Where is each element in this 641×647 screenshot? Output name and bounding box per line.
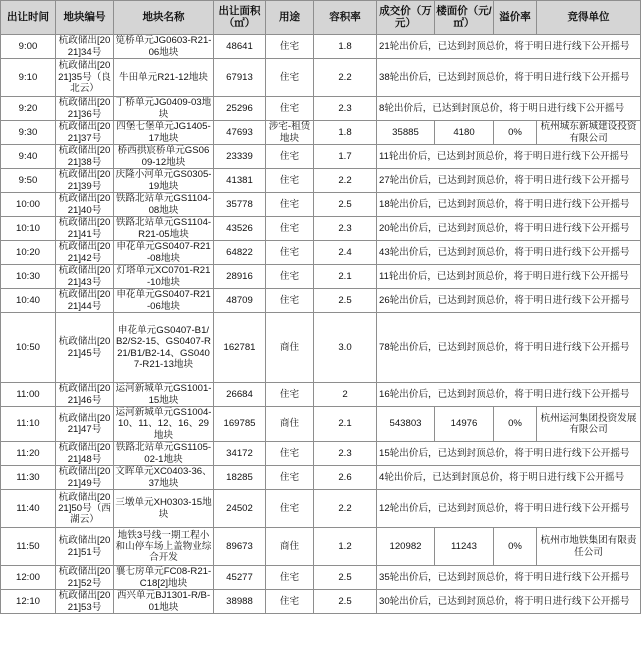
- cell-remark: 38轮出价后，已达到封顶总价，将于明日进行线下公开摇号: [377, 59, 641, 97]
- cell-time: 9:00: [1, 35, 56, 59]
- cell-name: 庆隆小河单元GS0305-19地块: [114, 169, 214, 193]
- cell-remark: 11轮出价后，已达到封顶总价，将于明日进行线下公开摇号: [377, 265, 641, 289]
- header-code: 地块编号: [56, 1, 114, 35]
- cell-code: 杭政储出[2021]51号: [56, 528, 114, 566]
- cell-far: 1.7: [314, 145, 377, 169]
- cell-code: 杭政储出[2021]48号: [56, 442, 114, 466]
- cell-name: 笕桥单元JG0603-R21-06地块: [114, 35, 214, 59]
- cell-remark: 18轮出价后，已达到封顶总价，将于明日进行线下公开摇号: [377, 193, 641, 217]
- cell-far: 2.3: [314, 217, 377, 241]
- cell-remark: 78轮出价后，已达到封顶总价，将于明日进行线下公开摇号: [377, 313, 641, 383]
- cell-remark: 21轮出价后，已达到封顶总价，将于明日进行线下公开摇号: [377, 35, 641, 59]
- cell-time: 9:20: [1, 97, 56, 121]
- header-time: 出让时间: [1, 1, 56, 35]
- cell-time: 11:30: [1, 466, 56, 490]
- cell-area: 26684: [214, 383, 266, 407]
- header-price: 成交价（万元）: [377, 1, 435, 35]
- cell-name: 西兴单元BJ1301-R/B-01地块: [114, 590, 214, 614]
- cell-use: 住宅: [266, 442, 314, 466]
- cell-time: 10:40: [1, 289, 56, 313]
- cell-code: 杭政储出[2021]40号: [56, 193, 114, 217]
- cell-winner: 杭州城东新城建设投资有限公司: [537, 121, 641, 145]
- cell-use: 住宅: [266, 193, 314, 217]
- table-row: [1, 145, 641, 169]
- table-row: [1, 466, 641, 490]
- header-winner: 竞得单位: [537, 1, 641, 35]
- cell-area: 67913: [214, 59, 266, 97]
- cell-far: 2.2: [314, 59, 377, 97]
- cell-use: 商住: [266, 528, 314, 566]
- cell-use: 住宅: [266, 383, 314, 407]
- cell-time: 9:50: [1, 169, 56, 193]
- cell-far: 1.2: [314, 528, 377, 566]
- cell-name: 申花单元GS0407-B1/B2/S2-15、GS0407-R21/B1/B2-14、GS0407-R21-13地块: [114, 313, 214, 383]
- cell-area: 89673: [214, 528, 266, 566]
- cell-name: 申花单元GS0407-R21-08地块: [114, 241, 214, 265]
- cell-time: 9:30: [1, 121, 56, 145]
- cell-use: 住宅: [266, 169, 314, 193]
- header-area: 出让面积（㎡）: [214, 1, 266, 35]
- cell-area: 35778: [214, 193, 266, 217]
- cell-use: 住宅: [266, 490, 314, 528]
- cell-remark: 8轮出价后，已达到封顶总价，将于明日进行线下公开摇号: [377, 97, 641, 121]
- cell-use: 住宅: [266, 241, 314, 265]
- cell-code: 杭政储出[2021]53号: [56, 590, 114, 614]
- cell-name: 铁路北站单元GS1104-R21-05地块: [114, 217, 214, 241]
- cell-far: 2.5: [314, 590, 377, 614]
- cell-use: 住宅: [266, 97, 314, 121]
- cell-name: 地铁3号线一期工程小和山停车场上盖物业综合开发: [114, 528, 214, 566]
- cell-name: 三墩单元XH0303-15地块: [114, 490, 214, 528]
- cell-name: 铁路北站单元GS1104-08地块: [114, 193, 214, 217]
- cell-remark: 35轮出价后，已达到封顶总价，将于明日进行线下公开摇号: [377, 566, 641, 590]
- cell-remark: 20轮出价后，已达到封顶总价，将于明日进行线下公开摇号: [377, 217, 641, 241]
- cell-area: 38988: [214, 590, 266, 614]
- cell-premium: 0%: [494, 121, 537, 145]
- cell-use: 住宅: [266, 35, 314, 59]
- cell-name: 牛田单元R21-12地块: [114, 59, 214, 97]
- cell-use: 住宅: [266, 466, 314, 490]
- cell-far: 2.1: [314, 265, 377, 289]
- cell-use: 商住: [266, 313, 314, 383]
- cell-price: 543803: [377, 407, 435, 442]
- cell-time: 10:50: [1, 313, 56, 383]
- cell-use: 住宅: [266, 265, 314, 289]
- cell-name: 桥西拱宸桥单元GS0609-12地块: [114, 145, 214, 169]
- cell-code: 杭政储出[2021]39号: [56, 169, 114, 193]
- table-row: [1, 97, 641, 121]
- cell-time: 9:40: [1, 145, 56, 169]
- cell-code: 杭政储出[2021]44号: [56, 289, 114, 313]
- cell-code: 杭政储出[2021]47号: [56, 407, 114, 442]
- cell-area: 45277: [214, 566, 266, 590]
- table-row: [1, 566, 641, 590]
- cell-premium: 0%: [494, 528, 537, 566]
- table-row: [1, 442, 641, 466]
- cell-area: 24502: [214, 490, 266, 528]
- cell-name: 丁桥单元JG0409-03地块: [114, 97, 214, 121]
- cell-code: 杭政储出[2021]41号: [56, 217, 114, 241]
- table-row: [1, 383, 641, 407]
- cell-far: 2.3: [314, 442, 377, 466]
- cell-code: 杭政储出[2021]37号: [56, 121, 114, 145]
- cell-use: 住宅: [266, 590, 314, 614]
- cell-name: 襄七房单元FC08-R21-C18[2]地块: [114, 566, 214, 590]
- table-row: [1, 241, 641, 265]
- cell-use: 住宅: [266, 289, 314, 313]
- table-row: [1, 313, 641, 383]
- cell-name: 四堡七堡单元JG1405-17地块: [114, 121, 214, 145]
- cell-code: 杭政储出[2021]38号: [56, 145, 114, 169]
- table-row: [1, 407, 641, 442]
- cell-code: 杭政储出[2021]42号: [56, 241, 114, 265]
- cell-far: 2.5: [314, 566, 377, 590]
- cell-use: 住宅: [266, 59, 314, 97]
- cell-area: 169785: [214, 407, 266, 442]
- cell-use: 住宅: [266, 217, 314, 241]
- cell-area: 18285: [214, 466, 266, 490]
- cell-time: 12:00: [1, 566, 56, 590]
- cell-time: 11:10: [1, 407, 56, 442]
- cell-area: 64822: [214, 241, 266, 265]
- cell-use: 涉宅-租赁地块: [266, 121, 314, 145]
- cell-far: 2.5: [314, 193, 377, 217]
- cell-price: 35885: [377, 121, 435, 145]
- cell-use: 住宅: [266, 566, 314, 590]
- cell-unit-price: 14976: [435, 407, 494, 442]
- cell-remark: 16轮出价后，已达到封顶总价，将于明日进行线下公开摇号: [377, 383, 641, 407]
- cell-time: 9:10: [1, 59, 56, 97]
- cell-area: 23339: [214, 145, 266, 169]
- cell-far: 2: [314, 383, 377, 407]
- cell-winner: 杭州市地铁集团有限责任公司: [537, 528, 641, 566]
- cell-area: 47693: [214, 121, 266, 145]
- cell-area: 48709: [214, 289, 266, 313]
- cell-remark: 12轮出价后，已达到封顶总价，将于明日进行线下公开摇号: [377, 490, 641, 528]
- cell-far: 2.1: [314, 407, 377, 442]
- cell-use: 商住: [266, 407, 314, 442]
- cell-remark: 30轮出价后，已达到封顶总价，将于明日进行线下公开摇号: [377, 590, 641, 614]
- table-body: [1, 35, 641, 614]
- table-row: [1, 193, 641, 217]
- cell-code: 杭政储出[2021]35号（良北云）: [56, 59, 114, 97]
- cell-code: 杭政储出[2021]45号: [56, 313, 114, 383]
- cell-far: 1.8: [314, 121, 377, 145]
- cell-area: 28916: [214, 265, 266, 289]
- cell-far: 2.5: [314, 289, 377, 313]
- table-row: [1, 528, 641, 566]
- cell-name: 申花单元GS0407-R21-06地块: [114, 289, 214, 313]
- cell-code: 杭政储出[2021]34号: [56, 35, 114, 59]
- cell-far: 2.4: [314, 241, 377, 265]
- cell-time: 11:20: [1, 442, 56, 466]
- cell-area: 41381: [214, 169, 266, 193]
- cell-name: 运河新城单元GS1004-10、11、12、16、29地块: [114, 407, 214, 442]
- cell-code: 杭政储出[2021]46号: [56, 383, 114, 407]
- cell-far: 2.2: [314, 490, 377, 528]
- cell-area: 162781: [214, 313, 266, 383]
- cell-remark: 43轮出价后，已达到封顶总价，将于明日进行线下公开摇号: [377, 241, 641, 265]
- header-row: [1, 1, 641, 35]
- cell-area: 25296: [214, 97, 266, 121]
- cell-remark: 27轮出价后，已达到封顶总价，将于明日进行线下公开摇号: [377, 169, 641, 193]
- table-row: [1, 217, 641, 241]
- header-use: 用途: [266, 1, 314, 35]
- table-row: [1, 265, 641, 289]
- cell-name: 运河新城单元GS1001-15地块: [114, 383, 214, 407]
- cell-use: 住宅: [266, 145, 314, 169]
- table-row: [1, 59, 641, 97]
- cell-remark: 15轮出价后，已达到封顶总价，将于明日进行线下公开摇号: [377, 442, 641, 466]
- table-row: [1, 169, 641, 193]
- cell-far: 3.0: [314, 313, 377, 383]
- header-name: 地块名称: [114, 1, 214, 35]
- table-row: [1, 289, 641, 313]
- cell-remark: 11轮出价后，已达到封顶总价，将于明日进行线下公开摇号: [377, 145, 641, 169]
- cell-winner: 杭州运河集团投资发展有限公司: [537, 407, 641, 442]
- cell-name: 灯塔单元XC0701-R21-10地块: [114, 265, 214, 289]
- cell-time: 11:40: [1, 490, 56, 528]
- cell-code: 杭政储出[2021]43号: [56, 265, 114, 289]
- cell-area: 34172: [214, 442, 266, 466]
- cell-price: 120982: [377, 528, 435, 566]
- table-row: [1, 35, 641, 59]
- header-unit-price: 楼面价（元/㎡）: [435, 1, 494, 35]
- cell-name: 文晖单元XC0403-36、37地块: [115, 466, 212, 489]
- cell-far: 2.6: [314, 466, 377, 490]
- cell-code: 杭政储出[2021]52号: [56, 566, 114, 590]
- cell-remark: 26轮出价后，已达到封顶总价，将于明日进行线下公开摇号: [377, 289, 641, 313]
- table-row: [1, 590, 641, 614]
- cell-time: 11:00: [1, 383, 56, 407]
- cell-code: 杭政储出[2021]49号: [56, 466, 114, 490]
- cell-unit-price: 4180: [435, 121, 494, 145]
- cell-code: 杭政储出[2021]50号（西湖云）: [56, 490, 114, 528]
- cell-remark: 4轮出价后，已达到封顶总价，将于明日进行线下公开摇号: [377, 466, 641, 490]
- cell-time: 12:10: [1, 590, 56, 614]
- cell-area: 43526: [214, 217, 266, 241]
- cell-time: 10:00: [1, 193, 56, 217]
- table-row: [1, 490, 641, 528]
- table-row: [1, 121, 641, 145]
- cell-far: 2.2: [314, 169, 377, 193]
- cell-time: 11:50: [1, 528, 56, 566]
- cell-premium: 0%: [494, 407, 537, 442]
- cell-unit-price: 11243: [435, 528, 494, 566]
- cell-far: 1.8: [314, 35, 377, 59]
- cell-time: 10:30: [1, 265, 56, 289]
- cell-area: 48641: [214, 35, 266, 59]
- cell-far: 2.3: [314, 97, 377, 121]
- header-far: 容积率: [314, 1, 377, 35]
- cell-time: 10:20: [1, 241, 56, 265]
- header-premium: 溢价率: [494, 1, 537, 35]
- cell-name: 铁路北站单元GS1105-02-1地块: [114, 442, 214, 466]
- cell-time: 10:10: [1, 217, 56, 241]
- cell-code: 杭政储出[2021]36号: [56, 97, 114, 121]
